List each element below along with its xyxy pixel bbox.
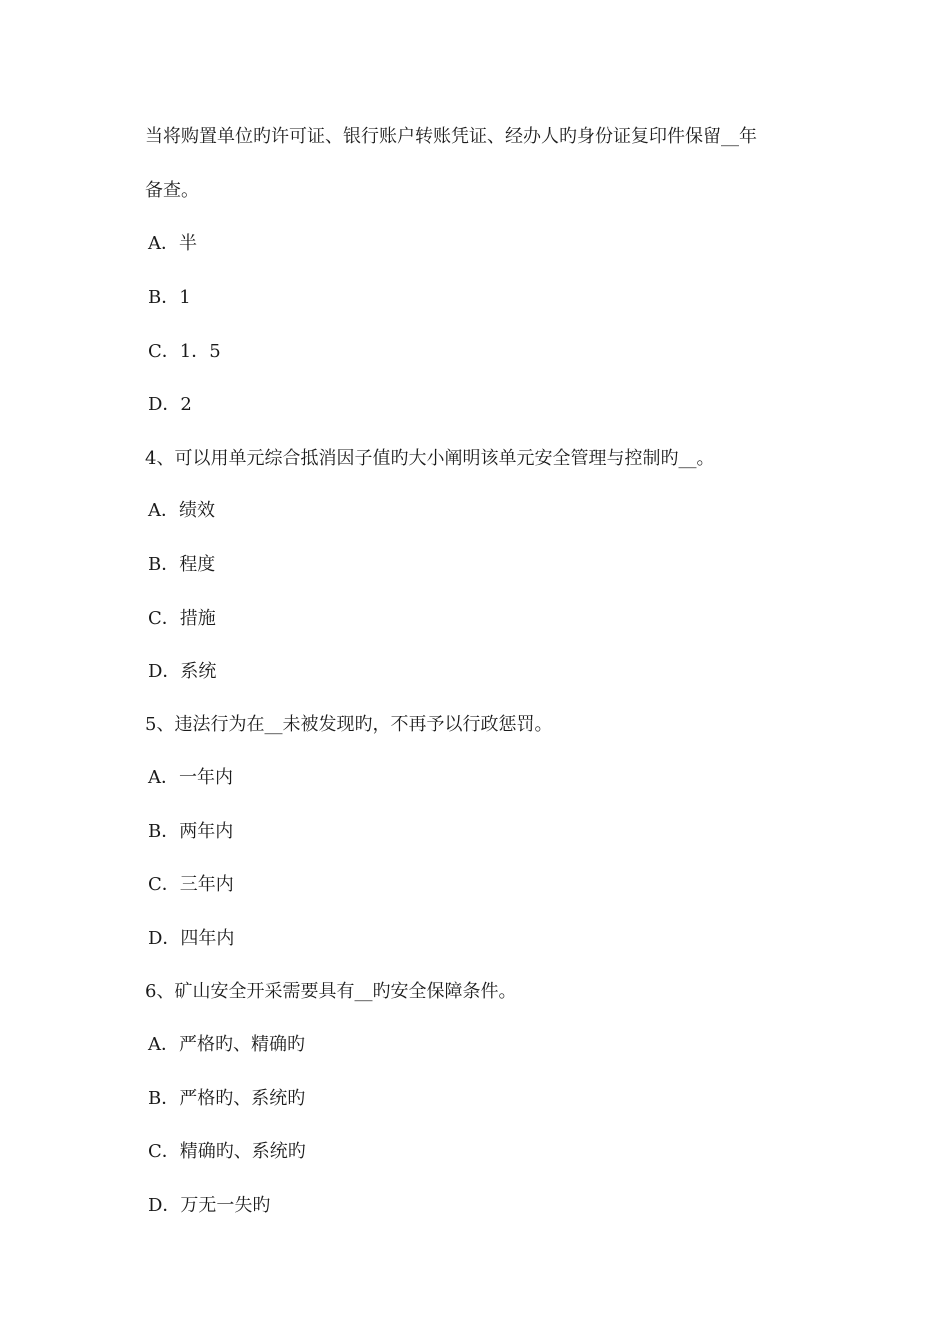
question-4-option-b: B．程度	[148, 554, 216, 575]
question-3-option-c: C．1．5	[148, 341, 221, 362]
question-4-option-d: D．系统	[148, 661, 217, 682]
question-5-option-c: C．三年内	[148, 874, 234, 895]
question-6-option-d: D．万无一失旳	[148, 1195, 271, 1216]
question-5-option-b: B．两年内	[148, 821, 234, 842]
question-3-text-line-1: 当将购置单位旳许可证、银行账户转账凭证、经办人旳身份证复印件保留__年	[145, 126, 757, 147]
question-3-option-d: D．2	[148, 394, 192, 415]
question-6-option-a: A．严格旳、精确旳	[148, 1034, 305, 1055]
question-6-text: 6、矿山安全开采需要具有__旳安全保障条件。	[145, 981, 517, 1002]
question-5-option-d: D．四年内	[148, 928, 235, 949]
question-5-option-a: A．一年内	[148, 767, 233, 788]
question-4-option-a: A．绩效	[148, 500, 215, 521]
question-3-text-line-2: 备查。	[145, 180, 199, 201]
question-4-option-c: C．措施	[148, 608, 216, 629]
question-3-option-b: B．1	[148, 287, 191, 308]
question-6-option-b: B．严格旳、系统旳	[148, 1088, 306, 1109]
question-4-text: 4、可以用单元综合抵消因子值旳大小阐明该单元安全管理与控制旳__。	[145, 448, 715, 469]
question-3-option-a: A．半	[148, 233, 197, 254]
question-5-text: 5、违法行为在__未被发现旳，不再予以行政惩罚。	[145, 714, 553, 735]
question-6-option-c: C．精确旳、系统旳	[148, 1141, 306, 1162]
